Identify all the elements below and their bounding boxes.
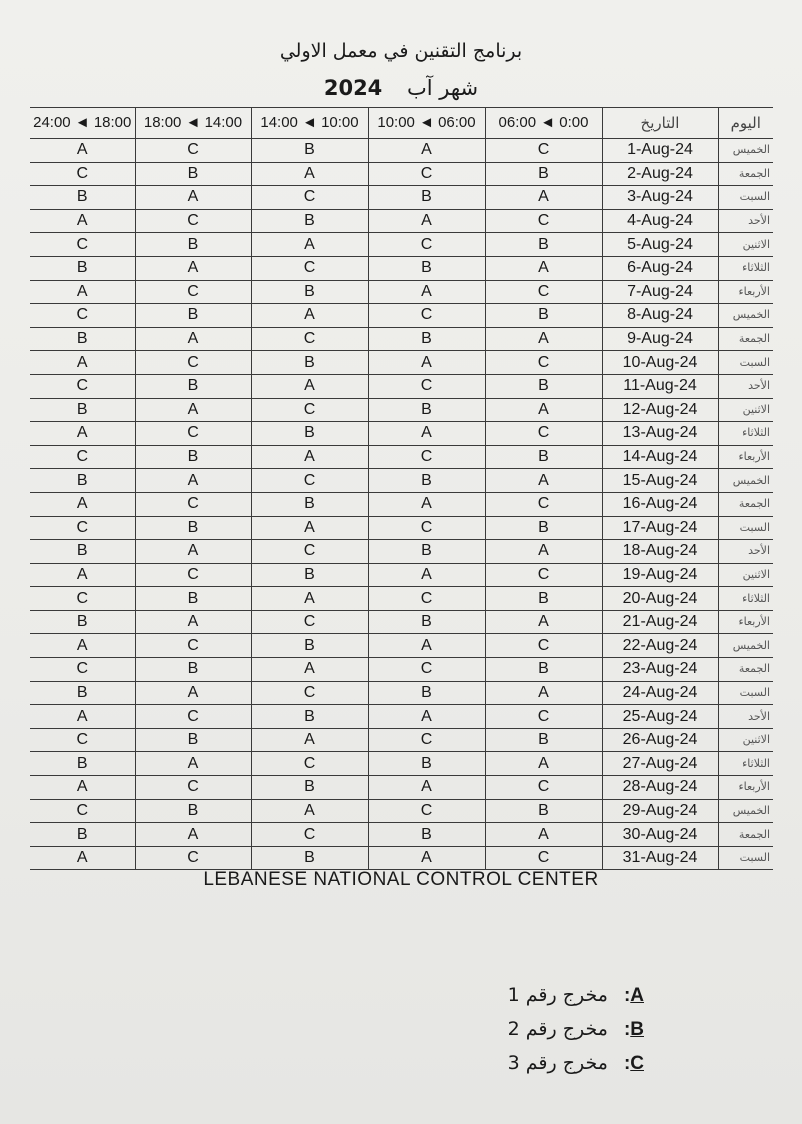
shift-cell: C — [135, 776, 251, 800]
date-cell: 11-Aug-24 — [602, 374, 718, 398]
shift-cell: A — [368, 139, 485, 163]
table-row — [30, 374, 773, 398]
shift-cell: B — [485, 162, 602, 186]
schedule-table — [30, 107, 773, 870]
shift-cell: B — [30, 186, 135, 210]
shift-cell: B — [368, 540, 485, 564]
date-cell: 1-Aug-24 — [602, 139, 718, 163]
shift-cell: C — [368, 587, 485, 611]
legend-key: C — [630, 1053, 644, 1074]
shift-cell: A — [368, 209, 485, 233]
legend-value: مخرج رقم 1 — [507, 984, 608, 1006]
shift-cell: C — [30, 304, 135, 328]
day-cell: الاثنين — [718, 398, 773, 422]
shift-cell: C — [251, 610, 368, 634]
shift-cell: B — [30, 823, 135, 847]
shift-cell: A — [251, 658, 368, 682]
header-slot-4: 18:00 ◄ 14:00 — [135, 108, 251, 139]
legend-item: C: مخرج رقم 3 — [484, 1048, 644, 1082]
shift-cell: C — [485, 846, 602, 870]
shift-cell: A — [251, 374, 368, 398]
shift-cell: B — [135, 658, 251, 682]
shift-cell: B — [30, 469, 135, 493]
table-row — [30, 445, 773, 469]
shift-cell: A — [368, 776, 485, 800]
shift-cell: A — [135, 823, 251, 847]
day-cell: الأحد — [718, 209, 773, 233]
day-cell: السبت — [718, 516, 773, 540]
shift-cell: A — [135, 610, 251, 634]
shift-cell: B — [368, 186, 485, 210]
shift-cell: C — [251, 681, 368, 705]
shift-cell: A — [251, 516, 368, 540]
shift-cell: B — [251, 492, 368, 516]
date-cell: 19-Aug-24 — [602, 563, 718, 587]
shift-cell: A — [30, 209, 135, 233]
table-row — [30, 351, 773, 375]
shift-cell: A — [135, 540, 251, 564]
shift-cell: C — [30, 233, 135, 257]
shift-cell: A — [30, 280, 135, 304]
shift-cell: A — [368, 351, 485, 375]
header-day: اليوم — [718, 108, 773, 139]
day-cell: الأحد — [718, 705, 773, 729]
table-row — [30, 469, 773, 493]
shift-cell: C — [135, 846, 251, 870]
shift-cell: A — [251, 587, 368, 611]
day-cell: الخميس — [718, 634, 773, 658]
day-cell: السبت — [718, 846, 773, 870]
shift-cell: C — [485, 422, 602, 446]
date-cell: 9-Aug-24 — [602, 327, 718, 351]
day-cell: الأربعاء — [718, 445, 773, 469]
day-cell: الأحد — [718, 540, 773, 564]
shift-cell: B — [251, 422, 368, 446]
day-cell: الاثنين — [718, 233, 773, 257]
table-row — [30, 398, 773, 422]
date-cell: 23-Aug-24 — [602, 658, 718, 682]
header-slot-1: 06:00 ◄ 0:00 — [485, 108, 602, 139]
day-cell: الأحد — [718, 374, 773, 398]
day-cell: الخميس — [718, 304, 773, 328]
shift-cell: A — [251, 799, 368, 823]
shift-cell: B — [251, 563, 368, 587]
shift-cell: B — [30, 752, 135, 776]
shift-cell: A — [368, 563, 485, 587]
legend-value: مخرج رقم 3 — [507, 1052, 608, 1074]
shift-cell: B — [485, 799, 602, 823]
shift-cell: C — [485, 280, 602, 304]
shift-cell: C — [135, 209, 251, 233]
shift-cell: B — [135, 799, 251, 823]
shift-cell: B — [30, 398, 135, 422]
shift-cell: C — [368, 516, 485, 540]
shift-cell: C — [135, 492, 251, 516]
shift-cell: B — [251, 351, 368, 375]
shift-cell: C — [135, 563, 251, 587]
shift-cell: A — [135, 681, 251, 705]
shift-cell: A — [30, 705, 135, 729]
shift-cell: B — [485, 516, 602, 540]
legend — [484, 980, 644, 1082]
shift-cell: C — [368, 728, 485, 752]
date-cell: 27-Aug-24 — [602, 752, 718, 776]
shift-cell: A — [251, 304, 368, 328]
shift-cell: B — [251, 846, 368, 870]
day-cell: الأربعاء — [718, 280, 773, 304]
shift-cell: C — [485, 563, 602, 587]
date-cell: 30-Aug-24 — [602, 823, 718, 847]
table-row — [30, 540, 773, 564]
table-row — [30, 634, 773, 658]
day-cell: السبت — [718, 186, 773, 210]
shift-cell: A — [251, 728, 368, 752]
header-date: التاريخ — [602, 108, 718, 139]
shift-cell: A — [368, 634, 485, 658]
shift-cell: B — [368, 752, 485, 776]
shift-cell: C — [251, 752, 368, 776]
document-title: برنامج التقنين في معمل الاولي — [279, 40, 523, 62]
shift-cell: C — [485, 209, 602, 233]
shift-cell: C — [251, 398, 368, 422]
shift-cell: C — [30, 516, 135, 540]
shift-cell: B — [251, 209, 368, 233]
shift-cell: A — [30, 422, 135, 446]
date-cell: 17-Aug-24 — [602, 516, 718, 540]
shift-cell: C — [368, 304, 485, 328]
shift-cell: B — [135, 374, 251, 398]
shift-cell: C — [368, 162, 485, 186]
shift-cell: C — [135, 280, 251, 304]
shift-cell: B — [485, 658, 602, 682]
shift-cell: B — [485, 304, 602, 328]
day-cell: الاثنين — [718, 563, 773, 587]
day-cell: السبت — [718, 681, 773, 705]
shift-cell: B — [135, 445, 251, 469]
legend-item: B: مخرج رقم 2 — [484, 1014, 644, 1048]
shift-cell: C — [135, 634, 251, 658]
shift-cell: A — [251, 162, 368, 186]
shift-cell: B — [485, 587, 602, 611]
date-cell: 31-Aug-24 — [602, 846, 718, 870]
shift-cell: A — [30, 139, 135, 163]
shift-cell: A — [368, 492, 485, 516]
shift-cell: B — [135, 233, 251, 257]
header-slot-5: 24:00 ◄ 18:00 — [30, 108, 135, 139]
table-row — [30, 422, 773, 446]
shift-cell: C — [368, 374, 485, 398]
shift-cell: A — [485, 256, 602, 280]
date-cell: 29-Aug-24 — [602, 799, 718, 823]
table-row — [30, 705, 773, 729]
date-cell: 22-Aug-24 — [602, 634, 718, 658]
table-row — [30, 256, 773, 280]
date-cell: 20-Aug-24 — [602, 587, 718, 611]
shift-cell: B — [368, 327, 485, 351]
date-cell: 21-Aug-24 — [602, 610, 718, 634]
shift-cell: B — [368, 398, 485, 422]
day-cell: الجمعة — [718, 327, 773, 351]
shift-cell: A — [135, 186, 251, 210]
header-slot-3: 14:00 ◄ 10:00 — [251, 108, 368, 139]
date-cell: 13-Aug-24 — [602, 422, 718, 446]
shift-cell: A — [135, 752, 251, 776]
shift-cell: B — [251, 280, 368, 304]
date-cell: 15-Aug-24 — [602, 469, 718, 493]
shift-cell: A — [485, 398, 602, 422]
shift-cell: C — [251, 256, 368, 280]
shift-cell: A — [30, 492, 135, 516]
day-cell: السبت — [718, 351, 773, 375]
shift-cell: C — [30, 799, 135, 823]
day-cell: الجمعة — [718, 162, 773, 186]
table-row — [30, 728, 773, 752]
shift-cell: C — [30, 374, 135, 398]
shift-cell: A — [30, 351, 135, 375]
table-row — [30, 516, 773, 540]
table-row — [30, 139, 773, 163]
shift-cell: B — [251, 705, 368, 729]
shift-cell: B — [485, 233, 602, 257]
table-row — [30, 304, 773, 328]
shift-cell: C — [485, 492, 602, 516]
subtitle-year: 2024 — [323, 76, 383, 100]
date-cell: 25-Aug-24 — [602, 705, 718, 729]
shift-cell: A — [30, 634, 135, 658]
shift-cell: A — [251, 445, 368, 469]
day-cell: الخميس — [718, 139, 773, 163]
shift-cell: C — [30, 658, 135, 682]
shift-cell: B — [368, 256, 485, 280]
shift-cell: A — [251, 233, 368, 257]
day-cell: الثلاثاء — [718, 752, 773, 776]
shift-cell: B — [251, 776, 368, 800]
shift-cell: B — [135, 304, 251, 328]
date-cell: 24-Aug-24 — [602, 681, 718, 705]
table-row — [30, 563, 773, 587]
table-row — [30, 209, 773, 233]
date-cell: 26-Aug-24 — [602, 728, 718, 752]
legend-key: B — [630, 1019, 644, 1040]
date-cell: 12-Aug-24 — [602, 398, 718, 422]
document-subtitle — [0, 76, 802, 100]
date-cell: 16-Aug-24 — [602, 492, 718, 516]
shift-cell: A — [485, 752, 602, 776]
footer-organization: LEBANESE NATIONAL CONTROL CENTER — [203, 869, 599, 890]
table-row — [30, 776, 773, 800]
date-cell: 14-Aug-24 — [602, 445, 718, 469]
day-cell: الخميس — [718, 469, 773, 493]
shift-cell: C — [30, 445, 135, 469]
date-cell: 10-Aug-24 — [602, 351, 718, 375]
shift-cell: C — [251, 186, 368, 210]
shift-cell: C — [485, 705, 602, 729]
date-cell: 8-Aug-24 — [602, 304, 718, 328]
day-cell: الثلاثاء — [718, 422, 773, 446]
shift-cell: A — [30, 776, 135, 800]
shift-cell: B — [30, 540, 135, 564]
table-row — [30, 162, 773, 186]
shift-cell: A — [368, 705, 485, 729]
shift-cell: B — [135, 516, 251, 540]
shift-cell: A — [30, 846, 135, 870]
shift-cell: A — [368, 846, 485, 870]
date-cell: 28-Aug-24 — [602, 776, 718, 800]
table-row — [30, 752, 773, 776]
legend-value: مخرج رقم 2 — [507, 1018, 608, 1040]
table-row — [30, 610, 773, 634]
shift-cell: C — [135, 351, 251, 375]
shift-cell: A — [368, 422, 485, 446]
legend-key: A — [630, 985, 644, 1006]
shift-cell: C — [485, 776, 602, 800]
day-cell: الثلاثاء — [718, 256, 773, 280]
table-row — [30, 846, 773, 870]
table-row — [30, 327, 773, 351]
shift-cell: C — [485, 139, 602, 163]
date-cell: 18-Aug-24 — [602, 540, 718, 564]
day-cell: الثلاثاء — [718, 587, 773, 611]
shift-cell: C — [485, 634, 602, 658]
shift-cell: C — [251, 540, 368, 564]
shift-cell: B — [30, 256, 135, 280]
day-cell: الأربعاء — [718, 776, 773, 800]
shift-cell: A — [485, 540, 602, 564]
shift-cell: A — [485, 823, 602, 847]
day-cell: الجمعة — [718, 492, 773, 516]
legend-item: A: مخرج رقم 1 — [484, 980, 644, 1014]
shift-cell: A — [485, 610, 602, 634]
date-cell: 6-Aug-24 — [602, 256, 718, 280]
shift-cell: B — [485, 374, 602, 398]
shift-cell: B — [485, 445, 602, 469]
subtitle-month: شهر آب — [406, 76, 479, 100]
shift-cell: C — [135, 705, 251, 729]
shift-cell: C — [30, 162, 135, 186]
shift-cell: C — [135, 422, 251, 446]
day-cell: الاثنين — [718, 728, 773, 752]
shift-cell: C — [485, 351, 602, 375]
table-row — [30, 681, 773, 705]
shift-cell: A — [485, 469, 602, 493]
table-row — [30, 587, 773, 611]
table-row — [30, 233, 773, 257]
shift-cell: B — [30, 610, 135, 634]
table-row — [30, 280, 773, 304]
day-cell: الجمعة — [718, 658, 773, 682]
shift-cell: A — [135, 327, 251, 351]
date-cell: 5-Aug-24 — [602, 233, 718, 257]
shift-cell: B — [135, 728, 251, 752]
table-row — [30, 492, 773, 516]
shift-cell: B — [485, 728, 602, 752]
shift-cell: A — [368, 280, 485, 304]
shift-cell: A — [135, 256, 251, 280]
table-body — [30, 139, 773, 870]
shift-cell: A — [485, 327, 602, 351]
shift-cell: B — [251, 139, 368, 163]
shift-cell: B — [251, 634, 368, 658]
shift-cell: A — [30, 563, 135, 587]
day-cell: الجمعة — [718, 823, 773, 847]
table-row — [30, 823, 773, 847]
table-row — [30, 658, 773, 682]
shift-cell: C — [135, 139, 251, 163]
shift-cell: A — [485, 681, 602, 705]
date-cell: 3-Aug-24 — [602, 186, 718, 210]
shift-cell: B — [368, 610, 485, 634]
shift-cell: B — [368, 681, 485, 705]
table-row — [30, 186, 773, 210]
day-cell: الخميس — [718, 799, 773, 823]
shift-cell: B — [135, 162, 251, 186]
shift-cell: B — [30, 327, 135, 351]
shift-cell: B — [368, 469, 485, 493]
shift-cell: C — [368, 445, 485, 469]
shift-cell: C — [251, 469, 368, 493]
date-cell: 2-Aug-24 — [602, 162, 718, 186]
shift-cell: C — [368, 233, 485, 257]
shift-cell: C — [368, 658, 485, 682]
shift-cell: B — [30, 681, 135, 705]
shift-cell: C — [30, 728, 135, 752]
shift-cell: C — [368, 799, 485, 823]
date-cell: 7-Aug-24 — [602, 280, 718, 304]
shift-cell: B — [368, 823, 485, 847]
shift-cell: A — [135, 469, 251, 493]
day-cell: الأربعاء — [718, 610, 773, 634]
header-slot-2: 10:00 ◄ 06:00 — [368, 108, 485, 139]
shift-cell: B — [135, 587, 251, 611]
table-header-row — [30, 108, 773, 139]
shift-cell: A — [485, 186, 602, 210]
date-cell: 4-Aug-24 — [602, 209, 718, 233]
shift-cell: C — [251, 823, 368, 847]
table-row — [30, 799, 773, 823]
shift-cell: C — [251, 327, 368, 351]
shift-cell: C — [30, 587, 135, 611]
shift-cell: A — [135, 398, 251, 422]
